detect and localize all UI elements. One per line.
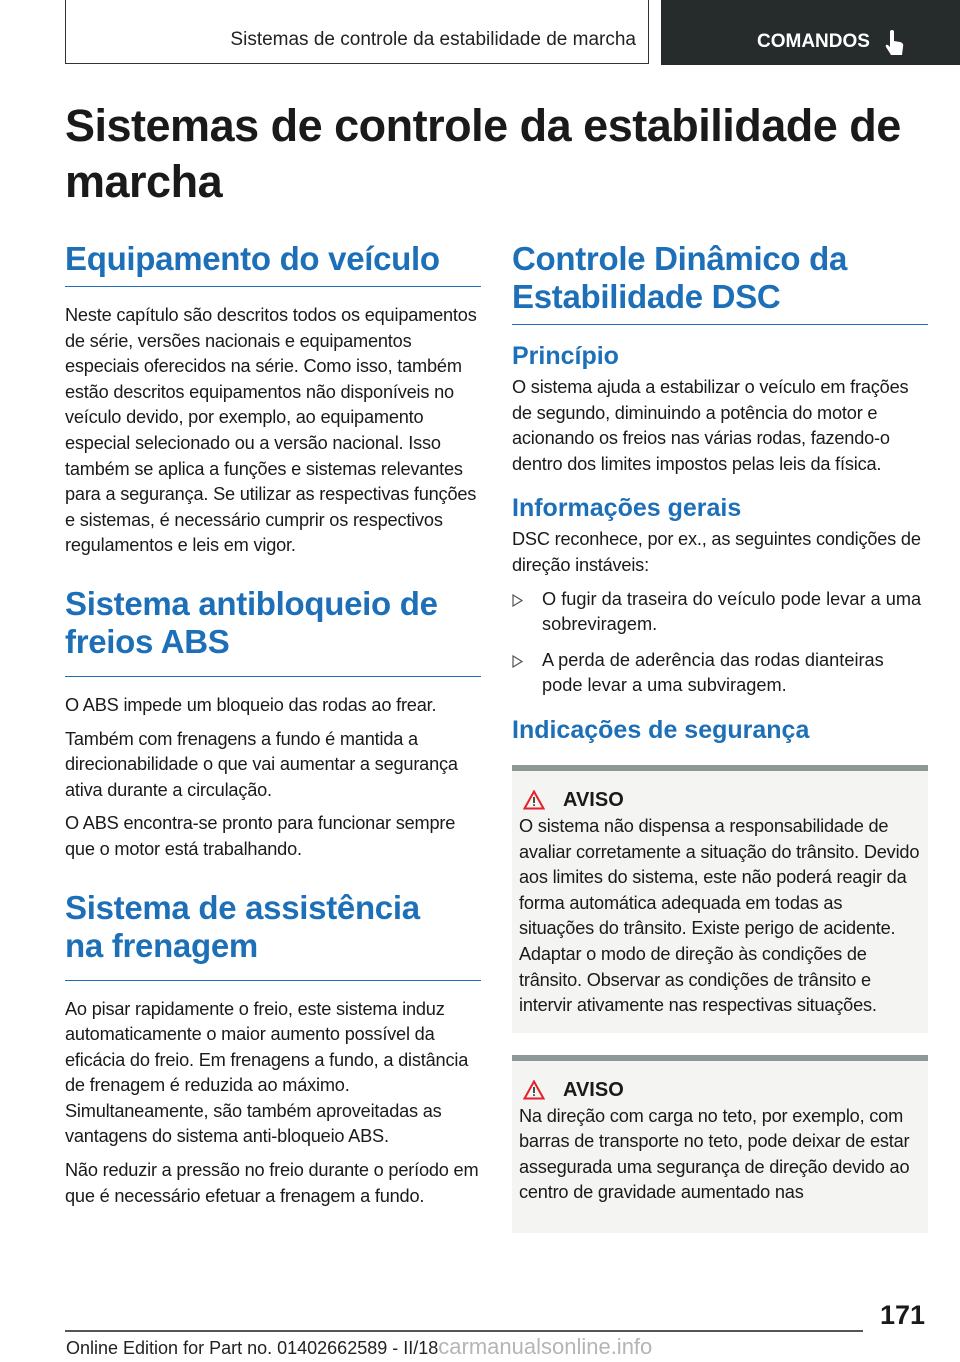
abs-divider <box>65 669 481 677</box>
edition-text: Online Edition for Part no. 01402662589 - II/18 <box>66 1338 439 1358</box>
abs-paragraph: O ABS encontra-se pronto para funcionar sempre que o motor está trabalhando. <box>65 813 456 859</box>
watermark: carmanualsonline.info <box>438 1334 653 1359</box>
equipamento-text: Neste capítulo são descritos todos os equipamentos de série, versões nacionais e equipamentos especiais oferecidos na série. Como isso, também estão descritos equipamentos não disponíveis no veículo devido, por exemplo, ao equipamento especial selecionado ou a versão nacional. Isso também se aplica a funções e sistemas relevantes para a segurança. Se utilizar as respectivas funções e sistemas, é necessário cumprir os respectivos regulamentos e leis em vigor. <box>65 305 477 556</box>
heading-brake-assist: Sistema de assistência na frenagem <box>65 888 420 964</box>
running-header <box>65 0 649 64</box>
chapter-label: COMANDOS <box>757 31 870 52</box>
warning-text: Na direção com carga no teto, por exemplo, com barras de transporte no teto, pode deixar de estar assegurada uma segurança de direção devido ao centro de gravidade aumentado nas <box>519 1105 910 1203</box>
brake-assist-paragraph: Não reduzir a pressão no freio durante o período em que é necessário efetuar a frenagem a fundo. <box>65 1160 479 1206</box>
running-header-title: Sistemas de controle da estabilidade de marcha <box>230 29 636 50</box>
warning-triangle-icon <box>523 790 545 810</box>
condition-list <box>512 587 928 699</box>
heading-dsc: Controle Dinâmico da Estabilidade DSC <box>512 240 928 325</box>
left-column <box>65 240 481 1217</box>
heading-equipamento: Equipamento do veículo <box>65 240 481 287</box>
abs-paragraph: O ABS impede um bloqueio das rodas ao frear. <box>65 694 437 715</box>
brake-assist-paragraph: Ao pisar rapidamente o freio, este sistema induz automaticamente o maior aumento possível da eficácia do freio. Em frenagens a fundo, a distância de frenagem é reduzida ao máximo. Simultaneamente, são também aproveitadas as vantagens do sistema anti-bloqueio ABS. <box>65 998 469 1147</box>
warning-text: O sistema não dispensa a responsabilidade de avaliar corretamente a situação do trânsito. Devido aos limites do sistema, este não poderá reagir da forma automática adequada em todas as situações do trânsito. Existe perigo de acidente. Adaptar o modo de direção às condições de trânsito. Observar as condições de trânsito e intervir ativamente nas respectivas situações. <box>519 815 920 1016</box>
warning-box <box>512 765 928 1033</box>
warning-box <box>512 1055 928 1233</box>
brake-assist-divider <box>65 973 481 981</box>
warning-title: AVISO <box>563 788 624 811</box>
footer <box>66 1334 652 1360</box>
list-item: O fugir da traseira do veículo pode levar a uma sobreviragem. <box>512 587 928 638</box>
heading-seguranca: Indicações de segurança <box>512 715 810 744</box>
page-title: Sistemas de controle da estabilidade de marcha <box>65 100 901 207</box>
principio-text: O sistema ajuda a estabilizar o veículo em frações de segundo, diminuindo a potência do motor e acionando os freios nas várias rodas, fazendo-o dentro dos limites impostos pelas leis da física. <box>512 377 909 474</box>
heading-abs: Sistema antibloqueio de freios ABS <box>65 584 438 660</box>
heading-principio: Princípio <box>512 342 619 370</box>
warning-triangle-icon <box>523 1080 545 1100</box>
bullet-triangle-icon <box>512 594 523 607</box>
list-item: A perda de aderência das rodas dianteiras pode levar a uma subviragem. <box>512 648 928 699</box>
warning-title: AVISO <box>563 1078 624 1101</box>
hand-pointer-icon <box>884 29 906 57</box>
heading-informacoes-gerais: Informações gerais <box>512 494 742 523</box>
page-number: 171 <box>880 1300 926 1330</box>
chapter-tab <box>661 0 960 65</box>
abs-paragraph: Também com frenagens a fundo é mantida a direcionabilidade o que vai aumentar a segurança ativa durante a circulação. <box>65 728 458 800</box>
footer-divider <box>65 1330 863 1332</box>
bullet-triangle-icon <box>512 655 523 668</box>
right-column <box>512 240 928 1233</box>
informacoes-text: DSC reconhece, por ex., as seguintes condições de direção instáveis: <box>512 529 921 575</box>
